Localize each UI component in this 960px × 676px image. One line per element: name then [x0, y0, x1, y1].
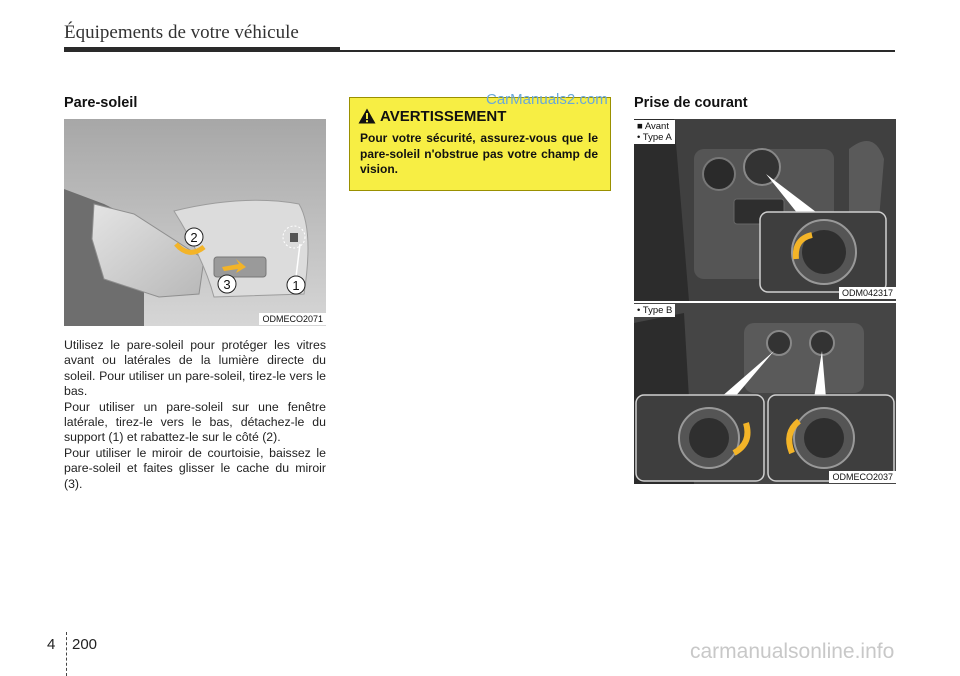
figure-code-outlet-a: ODM042317: [839, 287, 896, 299]
watermark-top: CarManuals2.com: [486, 91, 608, 108]
sun-visor-body: [64, 338, 326, 492]
sun-visor-photo: [64, 119, 326, 326]
watermark-bottom: carmanualsonline.info: [690, 640, 895, 663]
power-outlet-photo-a: [634, 119, 896, 301]
page-number: 200: [72, 636, 98, 653]
section-header-title: Équipements de votre véhicule: [64, 22, 299, 43]
label-front: [634, 120, 675, 144]
sun-visor-paragraph: Utilisez le pare-soleil pour protéger les vitres avant ou latérales de la lumière directe du soleil. Pour utiliser un pare-soleil, tirez-le vers le bas.: [64, 338, 326, 399]
warning-box: [349, 97, 611, 191]
label-front-text: ■ Avant: [637, 121, 669, 132]
footer-divider: [66, 632, 67, 676]
power-outlet-a-illustration: [634, 119, 896, 301]
power-outlet-title: Prise de courant: [634, 95, 748, 111]
sun-visor-paragraph: Pour utiliser un pare-soleil sur une fenêtre latérale, tirez-le vers le bas, détachez-le du support (1) et rabattez-le sur le côté (2).: [64, 399, 326, 445]
label-type-b: • Type B: [634, 304, 675, 317]
header-rule: [340, 50, 895, 52]
callout-2: 2: [190, 230, 198, 245]
figure-code-sun-visor: ODMECO2071: [259, 313, 326, 325]
power-outlet-photo-b: [634, 303, 896, 484]
warning-icon: [358, 108, 376, 124]
callout-1: 1: [292, 278, 300, 293]
label-type-a: • Type A: [637, 132, 672, 143]
header-bar: [64, 47, 340, 52]
sun-visor-paragraph: Pour utiliser le miroir de courtoisie, baissez le pare-soleil et faites glisser le cache du miroir (3).: [64, 445, 326, 491]
sun-visor-illustration: [64, 119, 326, 326]
power-outlet-b-illustration: [634, 303, 896, 484]
warning-text: Pour votre sécurité, assurez-vous que le pare-soleil n'obstrue pas votre champ de vision.: [360, 131, 598, 176]
figure-code-outlet-b: ODMECO2037: [829, 471, 896, 483]
chapter-number: 4: [47, 636, 56, 653]
callout-3: 3: [223, 277, 231, 292]
warning-title: AVERTISSEMENT: [380, 108, 507, 125]
sun-visor-title: Pare-soleil: [64, 95, 138, 111]
